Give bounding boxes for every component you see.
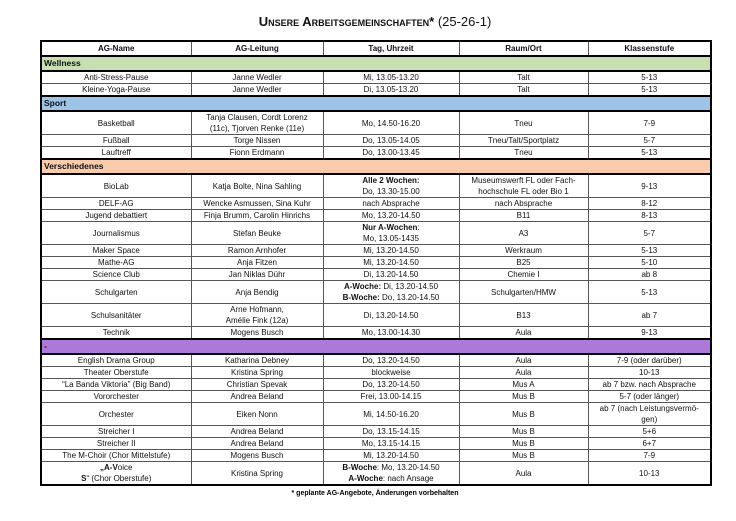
cell-tag-uhrzeit [323, 174, 459, 198]
table-row [41, 147, 711, 160]
cell-ag-name: Schulsanitäter [41, 304, 191, 327]
cell-ag-leitung: Andrea Beland [191, 438, 323, 450]
table-row [41, 304, 711, 327]
table-row [41, 257, 711, 269]
text: hochschule FL oder Bio 1 [478, 187, 569, 196]
cell-ag-name: Orchester [41, 403, 191, 426]
cell-tag-uhrzeit: Do, 13.20-14.50 [323, 354, 459, 367]
text: : Mo, 13.20-14.50 [376, 463, 440, 472]
table-row [41, 426, 711, 438]
text: Di, 13.20-14.50 [381, 282, 439, 291]
cell-klassenstufe: 5-10 [588, 257, 711, 269]
cell-ag-leitung: Janne Wedler [191, 84, 323, 97]
cell-tag-uhrzeit: Mi, 14.50-16.20 [323, 403, 459, 426]
cell-raum-ort: Mus B [459, 391, 588, 403]
cell-ag-name: Streicher II [41, 438, 191, 450]
cell-ag-name: “La Banda Viktoria” (Big Band) [41, 379, 191, 391]
category-label: Sport [41, 96, 711, 111]
bold-text: „A-V [100, 463, 118, 472]
cell-raum-ort: Mus B [459, 450, 588, 462]
cell-klassenstufe: 8-12 [588, 198, 711, 210]
cell-ag-name [41, 462, 191, 486]
cell-tag-uhrzeit: Do, 13.00-13.45 [323, 147, 459, 160]
cell-raum-ort: B25 [459, 257, 588, 269]
cell-raum-ort: Mus B [459, 403, 588, 426]
col-ag-name: AG-Name [41, 41, 191, 56]
table-row [41, 391, 711, 403]
text: (11c), Tjorven Renke (11e) [209, 124, 305, 133]
text: : [417, 223, 420, 232]
cell-klassenstufe: 10-13 [588, 462, 711, 486]
cell-ag-name: Mathe-AG [41, 257, 191, 269]
cell-raum-ort: Mus B [459, 426, 588, 438]
cell-raum-ort: A3 [459, 222, 588, 245]
cell-tag-uhrzeit [323, 462, 459, 486]
cell-ag-name: Basketball [41, 111, 191, 135]
cell-raum-ort: Schulgarten/HMW [459, 281, 588, 304]
cell-ag-leitung: Mogens Busch [191, 327, 323, 340]
cell-klassenstufe: 5-13 [588, 84, 711, 97]
cell-ag-leitung: Mogens Busch [191, 450, 323, 462]
cell-raum-ort: Tneu [459, 147, 588, 160]
cell-ag-leitung: Stefan Beuke [191, 222, 323, 245]
col-klassenstufe: Klassenstufe [588, 41, 711, 56]
table-row [41, 71, 711, 84]
cell-klassenstufe: ab 8 [588, 269, 711, 281]
cell-tag-uhrzeit: Mi, 13.20-14.50 [323, 450, 459, 462]
text: Museumswerft FL oder Fach- [471, 176, 576, 185]
cell-raum-ort: Aula [459, 327, 588, 340]
text: Mo, 13.05-1435 [362, 234, 420, 243]
bold-text: A-Woche [348, 474, 383, 483]
cell-ag-leitung: Katja Bolte, Nina Sahling [191, 174, 323, 198]
category-row [41, 96, 711, 111]
category-label: Wellness [41, 56, 711, 71]
bold-text: Nur A-Wochen [362, 223, 418, 232]
cell-ag-leitung: Jan Niklas Dühr [191, 269, 323, 281]
table-row [41, 354, 711, 367]
category-label: Verschiedenes [41, 159, 711, 174]
cell-klassenstufe: 8-13 [588, 210, 711, 222]
title-main: Unsere Arbeitsgemeinschaften* [258, 14, 435, 29]
cell-klassenstufe: 5-7 (oder länger) [588, 391, 711, 403]
table-row [41, 438, 711, 450]
text: Amélie Fink (12a) [225, 316, 289, 325]
cell-ag-name: Fußball [41, 135, 191, 147]
cell-klassenstufe: 5+6 [588, 426, 711, 438]
table-header [41, 41, 711, 56]
table-row [41, 210, 711, 222]
cell-raum-ort: Werkraum [459, 245, 588, 257]
table-row [41, 367, 711, 379]
bold-text: S [81, 474, 87, 483]
cell-ag-leitung: Wencke Asmussen, Sina Kuhr [191, 198, 323, 210]
text: ab 7 (nach Leistungsvermö- [599, 404, 699, 413]
cell-klassenstufe: 10-13 [588, 367, 711, 379]
cell-tag-uhrzeit [323, 281, 459, 304]
cell-klassenstufe: 7-9 [588, 450, 711, 462]
cell-ag-name: Vororchester [41, 391, 191, 403]
cell-klassenstufe: 5-7 [588, 135, 711, 147]
table-row [41, 111, 711, 135]
category-label: - [41, 339, 711, 354]
cell-tag-uhrzeit: Mi, 13.05-13.20 [323, 71, 459, 84]
cell-klassenstufe: 7-9 [588, 111, 711, 135]
cell-tag-uhrzeit: Mo, 13.15-14.15 [323, 438, 459, 450]
cell-raum-ort [459, 174, 588, 198]
category-row [41, 159, 711, 174]
footnote: * geplante AG-Angebote, Änderungen vorbehalten [291, 490, 459, 497]
cell-tag-uhrzeit: Mi, 13.20-14.50 [323, 245, 459, 257]
cell-ag-leitung: Andrea Beland [191, 391, 323, 403]
category-row [41, 56, 711, 71]
bold-text: B-Woche: [342, 293, 380, 302]
cell-tag-uhrzeit: Mo, 14.50-16.20 [323, 111, 459, 135]
text: : nach Ansage [382, 474, 434, 483]
table-row [41, 403, 711, 426]
cell-tag-uhrzeit: Di, 13.05-13.20 [323, 84, 459, 97]
cell-raum-ort: B11 [459, 210, 588, 222]
table-row [41, 462, 711, 486]
cell-ag-name: Schulgarten [41, 281, 191, 304]
cell-ag-name: Jugend debattiert [41, 210, 191, 222]
cell-ag-name: Technik [41, 327, 191, 340]
table-row [41, 379, 711, 391]
cell-tag-uhrzeit: Mo, 13.20-14.50 [323, 210, 459, 222]
cell-ag-name: Science Club [41, 269, 191, 281]
cell-klassenstufe: 9-13 [588, 327, 711, 340]
cell-ag-name: Kleine-Yoga-Pause [41, 84, 191, 97]
cell-klassenstufe: ab 7 [588, 304, 711, 327]
cell-tag-uhrzeit: Di, 13.20-14.50 [323, 304, 459, 327]
cell-ag-leitung: Christian Spevak [191, 379, 323, 391]
cell-raum-ort: Tneu [459, 111, 588, 135]
cell-ag-name: English Drama Group [41, 354, 191, 367]
table-row [41, 135, 711, 147]
col-tag-uhrzeit: Tag, Uhrzeit [323, 41, 459, 56]
cell-tag-uhrzeit: Mi, 13.20-14.50 [323, 257, 459, 269]
table-row [41, 281, 711, 304]
cell-ag-name: DELF-AG [41, 198, 191, 210]
table-row [41, 174, 711, 198]
cell-ag-leitung: Ramon Arnhofer [191, 245, 323, 257]
cell-tag-uhrzeit: Do, 13.05-14.05 [323, 135, 459, 147]
bold-text: A-Woche: [343, 282, 382, 291]
col-ag-leitung: AG-Leitung [191, 41, 323, 56]
cell-raum-ort: Talt [459, 71, 588, 84]
cell-klassenstufe: 5-13 [588, 71, 711, 84]
cell-ag-leitung: Eiken Nonn [191, 403, 323, 426]
cell-ag-leitung: Kristina Spring [191, 462, 323, 486]
cell-tag-uhrzeit: nach Absprache [323, 198, 459, 210]
cell-raum-ort: Mus A [459, 379, 588, 391]
cell-ag-leitung: Finja Brumm, Carolin Hinrichs [191, 210, 323, 222]
bold-text: B-Woche [342, 463, 377, 472]
cell-ag-name: The M-Choir (Chor Mittelstufe) [41, 450, 191, 462]
table-row [41, 198, 711, 210]
cell-klassenstufe: ab 7 bzw. nach Absprache [588, 379, 711, 391]
cell-raum-ort: nach Absprache [459, 198, 588, 210]
ag-table [40, 40, 712, 486]
cell-tag-uhrzeit: Do, 13.15-14.15 [323, 426, 459, 438]
cell-ag-leitung: Andrea Beland [191, 426, 323, 438]
cell-ag-name: Lauftreff [41, 147, 191, 160]
text: “ (Chor Oberstufe) [86, 474, 152, 483]
cell-raum-ort: Aula [459, 462, 588, 486]
cell-klassenstufe: 5-13 [588, 245, 711, 257]
cell-klassenstufe: 5-13 [588, 147, 711, 160]
cell-ag-name: Maker Space [41, 245, 191, 257]
cell-ag-name: Streicher I [41, 426, 191, 438]
cell-ag-leitung: Torge Nissen [191, 135, 323, 147]
cell-klassenstufe [588, 403, 711, 426]
cell-klassenstufe: 5-7 [588, 222, 711, 245]
cell-tag-uhrzeit: Do, 13.20-14.50 [323, 379, 459, 391]
page-title [0, 14, 736, 29]
cell-ag-leitung: Anja Fitzen [191, 257, 323, 269]
text: Arne Hofmann, [230, 305, 284, 314]
cell-tag-uhrzeit: Frei, 13.00-14.15 [323, 391, 459, 403]
cell-ag-leitung: Anja Bendig [191, 281, 323, 304]
cell-raum-ort: Tneu/Talt/Sportplatz [459, 135, 588, 147]
cell-raum-ort: Talt [459, 84, 588, 97]
text: Tanja Clausen, Cordt Lorenz [206, 113, 308, 122]
cell-raum-ort: Chemie I [459, 269, 588, 281]
cell-tag-uhrzeit [323, 222, 459, 245]
cell-ag-name: Journalismus [41, 222, 191, 245]
cell-ag-leitung: Fionn Erdmann [191, 147, 323, 160]
cell-raum-ort: B13 [459, 304, 588, 327]
table-row [41, 245, 711, 257]
cell-raum-ort: Mus B [459, 438, 588, 450]
table-row [41, 269, 711, 281]
cell-raum-ort: Aula [459, 367, 588, 379]
cell-ag-leitung: Kristina Spring [191, 367, 323, 379]
cell-ag-name: BioLab [41, 174, 191, 198]
cell-klassenstufe: 5-13 [588, 281, 711, 304]
cell-ag-leitung: Janne Wedler [191, 71, 323, 84]
cell-klassenstufe: 9-13 [588, 174, 711, 198]
text: Do, 13.30-15.00 [362, 187, 420, 196]
cell-klassenstufe: 6+7 [588, 438, 711, 450]
text: Do, 13.20-14.50 [379, 293, 440, 302]
bold-text: Alle 2 Wochen: [362, 176, 420, 185]
cell-tag-uhrzeit: blockweise [323, 367, 459, 379]
table-row [41, 450, 711, 462]
text: oice [117, 463, 133, 472]
cell-ag-leitung [191, 304, 323, 327]
text: gen) [641, 415, 658, 424]
table-row [41, 327, 711, 340]
cell-klassenstufe: 7-9 (oder darüber) [588, 354, 711, 367]
title-suffix: (25-26-1) [437, 14, 492, 29]
cell-tag-uhrzeit: Di, 13.20-14.50 [323, 269, 459, 281]
col-raum-ort: Raum/Ort [459, 41, 588, 56]
cell-ag-name: Anti-Stress-Pause [41, 71, 191, 84]
cell-ag-leitung [191, 111, 323, 135]
cell-ag-name: Theater Oberstufe [41, 367, 191, 379]
cell-tag-uhrzeit: Mo, 13.00-14.30 [323, 327, 459, 340]
table-row [41, 222, 711, 245]
cell-ag-leitung: Katharina Debney [191, 354, 323, 367]
table-row [41, 84, 711, 97]
category-row [41, 339, 711, 354]
cell-raum-ort: Aula [459, 354, 588, 367]
